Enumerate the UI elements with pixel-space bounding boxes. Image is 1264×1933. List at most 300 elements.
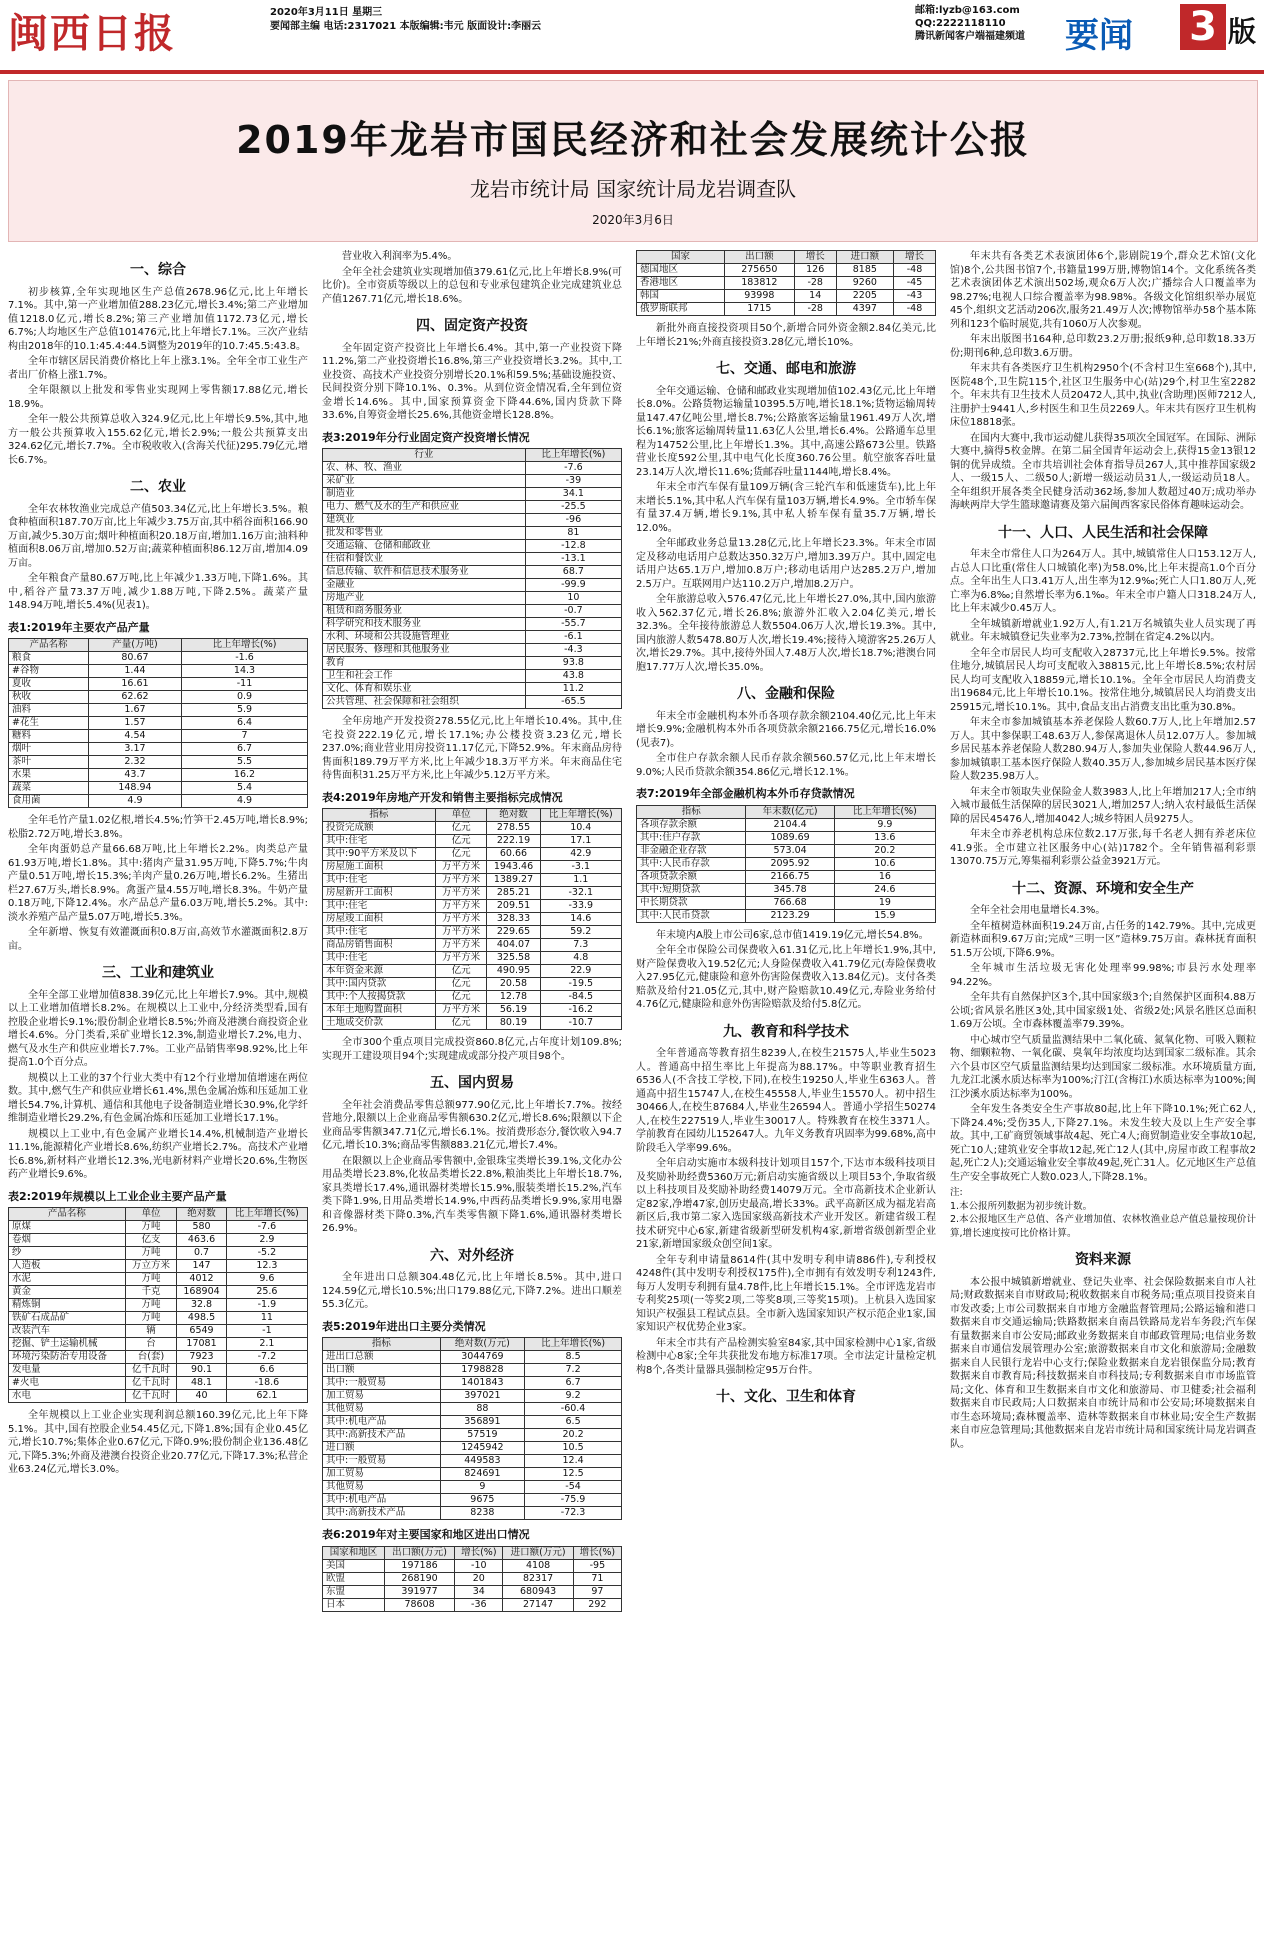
- table-cell: 加工贸易: [323, 1390, 441, 1403]
- table-row: [323, 475, 622, 488]
- table-cell: 8238: [440, 1507, 525, 1520]
- table-cell: 4.8: [540, 952, 621, 965]
- table-cell: 万立方米: [125, 1260, 177, 1273]
- table-row: [9, 704, 308, 717]
- table-row: [323, 592, 622, 605]
- paragraph: 年末境内A股上市公司6家,总市值1419.19亿元,增长54.8%。: [656, 929, 929, 941]
- table-cell: 78608: [384, 1598, 454, 1611]
- table-cell: 文化、体育和娱乐业: [323, 683, 526, 696]
- table-cell: 台: [125, 1338, 177, 1351]
- table-row: [9, 730, 308, 743]
- paragraph: 初步核算,全年实现地区生产总值2678.96亿元,比上年增长7.1%。其中,第一产业增加值288.23亿元,增长3.4%;第二产业增加值1218.0亿元,增长8.2%;第三产业增加值1172.73亿元,增长6.7%;人均地区生产总值101476元,比上年增长7.1%。三次产业结构由2018年的10.1:45.4:44.5调整为2019年的10.7:45.5:43.8。: [8, 286, 308, 352]
- table-row: [637, 303, 936, 316]
- table-cell: 水利、环境和公共设施管理业: [323, 631, 526, 644]
- table-1: [8, 638, 308, 808]
- table-cell: 10: [525, 592, 621, 605]
- section-heading: 四、固定资产投资: [416, 318, 528, 334]
- table-cell: -10.7: [540, 1017, 621, 1030]
- table-cell: 亿元: [435, 848, 487, 861]
- table-row: [323, 1559, 622, 1572]
- table-row: [323, 1377, 622, 1390]
- paragraph: 在国内大赛中,我市运动健儿获得35项次全国冠军。在国际、洲际大赛中,摘得5枚金牌。在第二届全国青年运动会上,获得15金13银12铜的优异成绩。全市共培训社会体育指导员267人,其中推荐国家级2人、一级15人、二级50人;新增一级运动员31人,一级运动员18人。全年组织开展各类全民健身活动362场,参加人数超过40万;成功举办海峡两岸大学生篮球邀请赛及第六届闽西客家民俗体育趣味运动会。: [950, 432, 1256, 511]
- table-row: [323, 887, 622, 900]
- table-cell: -28: [794, 277, 836, 290]
- section-heading: 八、金融和保险: [737, 686, 835, 702]
- table-cell: -48: [894, 264, 936, 277]
- table-cell: 168904: [177, 1286, 227, 1299]
- table-cell: 4108: [503, 1559, 573, 1572]
- table-cell: -16.2: [540, 1004, 621, 1017]
- table-cell: 其中:高新技术产品: [323, 1507, 441, 1520]
- table-cell: 日本: [323, 1598, 385, 1611]
- table-cell: 出口额: [323, 1364, 441, 1377]
- table-cell: 12.3: [226, 1260, 307, 1273]
- table-cell: 9: [440, 1481, 525, 1494]
- table-cell: 茶叶: [9, 756, 89, 769]
- table-cell: 加工贸易: [323, 1468, 441, 1481]
- table-cell: 4.9: [88, 795, 181, 808]
- table-cell: -33.9: [540, 900, 621, 913]
- table-cell: 各项贷款余额: [637, 870, 746, 883]
- paragraph: 年末共有各类医疗卫生机构2950个(不含村卫生室668个),其中,医院48个,卫生院115个,社区卫生服务中心(站)29个,村卫生室2282个。年末共有卫生技术人员20472人,其中,执业(含助理)医师7212人,注册护士9441人,乡村医生和卫生员2269人。年末共有医疗卫生机构床位18818张。: [950, 363, 1256, 428]
- paragraph: 年末全市共有产品检测实验室84家,其中国家检测中心1家,省级检测中心8家;全年共获批发布地方标准17项。全市法定计量检定机构8个,各类计量器具强制检定95万台件。: [636, 1337, 936, 1376]
- paragraph: 全年粮食产量80.67万吨,比上年减少1.33万吨,下降1.6%。其中,稻谷产量73.37万吨,减少1.88万吨,下降2.5%。蔬菜产量148.94万吨,增长5.4%(见表1)。: [8, 573, 308, 611]
- table-cell: 万平方米: [435, 913, 487, 926]
- title-box: [8, 80, 1258, 242]
- table-cell: -99.9: [525, 579, 621, 592]
- table-cell: 德国地区: [637, 264, 725, 277]
- section-heading: 六、对外经济: [430, 1247, 514, 1264]
- table-cell: 20: [455, 1572, 503, 1585]
- section-name: 要闻: [1065, 16, 1133, 56]
- table-row: [323, 1585, 622, 1598]
- table-cell: 14: [794, 290, 836, 303]
- table-cell: 275650: [724, 264, 794, 277]
- section-heading: 九、教育和科学技术: [723, 1023, 849, 1040]
- table-row: [637, 883, 936, 896]
- table-row: [323, 488, 622, 501]
- table-header-cell: 单位: [125, 1208, 177, 1221]
- table-cell: 9.6: [226, 1273, 307, 1286]
- table-cell: 投资完成额: [323, 822, 436, 835]
- table-cell: 68.7: [525, 566, 621, 579]
- table-header-cell: 绝对数: [487, 809, 540, 822]
- paragraph: 全年市辖区居民消费价格比上年上涨3.1%。全年全市工业生产者出厂价格上涨1.7%。: [8, 356, 308, 381]
- table-cell: 发电量: [9, 1364, 126, 1377]
- table-header-cell: 指标: [323, 809, 436, 822]
- table-title: 表5:2019年进出口主要分类情况: [322, 1319, 486, 1333]
- table-row: [323, 1390, 622, 1403]
- table-cell: -19.5: [540, 978, 621, 991]
- masthead: [0, 0, 1264, 68]
- table-cell: 粮食: [9, 652, 89, 665]
- table-row: [323, 605, 622, 618]
- table-row: [323, 501, 622, 514]
- table-header-cell: 增长(%): [455, 1546, 503, 1559]
- table-cell: 中长期贷款: [637, 896, 746, 909]
- table-cell: 183812: [724, 277, 794, 290]
- paragraph: 全年邮政业务总量13.28亿元,比上年增长23.3%。年末全市固定及移动电话用户总数达350.32万户,增加3.39万户。其中,固定电话用户达65.1万户,增加0.8万户;移动电话用户达285.2万户,增加2.5万户。互联网用户达110.2万户,增加8.2万户。: [636, 538, 936, 590]
- table-cell: 其中:机电产品: [323, 1416, 441, 1429]
- table-cell: -12.8: [525, 540, 621, 553]
- table-header-cell: 增长: [894, 251, 936, 264]
- table-cell: 8.5: [525, 1351, 622, 1364]
- table-cell: 463.6: [177, 1234, 227, 1247]
- table-cell: 蔬菜: [9, 782, 89, 795]
- table-cell: 4.9: [182, 795, 308, 808]
- table-cell: 17.1: [540, 835, 621, 848]
- table-cell: 59.2: [540, 926, 621, 939]
- table-cell: 90.1: [177, 1364, 227, 1377]
- article-date: 2020年3月6日: [592, 213, 674, 227]
- table-row: [9, 652, 308, 665]
- table-row: [323, 1494, 622, 1507]
- table-cell: 3.17: [88, 743, 181, 756]
- table-cell: 其中:一般贸易: [323, 1455, 441, 1468]
- paragraph: 年末全市养老机构总床位数2.17万张,每千名老人拥有养老床位41.9张。全市建立社区服务中心(站)1782个。全年销售福利彩票13070.75万元,筹集福利彩票公益金3921万元。: [950, 829, 1256, 867]
- paragraph: 全市住户存款余额人民币存款余额560.57亿元,比上年末增长9.0%;人民币贷款余额354.86亿元,增长12.1%。: [636, 753, 936, 778]
- table-cell: 32.8: [177, 1299, 227, 1312]
- table-6: [322, 1546, 622, 1612]
- table-cell: 辆: [125, 1325, 177, 1338]
- table-row: [323, 566, 622, 579]
- table-title: 表1:2019年主要农产品产量: [8, 620, 150, 634]
- section-heading: 十一、人口、人民生活和社会保障: [998, 524, 1208, 541]
- table-row: [323, 952, 622, 965]
- table-header-cell: 比上年增长(%): [525, 1338, 622, 1351]
- table-cell: 71: [573, 1572, 621, 1585]
- table-title: 表4:2019年房地产开发和销售主要指标完成情况: [322, 790, 563, 804]
- table-cell: 批发和零售业: [323, 527, 526, 540]
- table-row: [637, 844, 936, 857]
- table-cell: -55.7: [525, 618, 621, 631]
- column-1: [8, 250, 308, 1930]
- table-cell: 水泥: [9, 1273, 126, 1286]
- table-row: [323, 1481, 622, 1494]
- table-cell: #谷物: [9, 665, 89, 678]
- table-cell: 人造板: [9, 1260, 126, 1273]
- table-cell: #花生: [9, 717, 89, 730]
- table-header-row: [637, 251, 936, 264]
- table-cell: -72.3: [525, 1507, 622, 1520]
- table-cell: 亿元: [435, 965, 487, 978]
- table-cell: 12.78: [487, 991, 540, 1004]
- table-row: [9, 1273, 308, 1286]
- table-cell: 住宿和餐饮业: [323, 553, 526, 566]
- table-cell: -25.5: [525, 501, 621, 514]
- paragraph: 在限额以上企业商品零售额中,金银珠宝类增长39.1%,文化办公用品类增长23.8%,化妆品类增长22.8%,粮油类比上年增长18.7%,家具类增长17.4%,通讯器材类增长15.9%,服装类增长15.2%,汽车类下降1.9%,日用品类增长14.9%,中西药品类增长9.9%,家用电器和音像器材类下降0.3%,汽车类零售额下降1.6%,通讯器材类增长26.9%。: [322, 1155, 622, 1234]
- table-6-continued: [636, 250, 936, 316]
- table-cell: 6.7: [525, 1377, 622, 1390]
- table-header-cell: 比上年增长(%): [834, 805, 935, 818]
- table-row: [9, 1364, 308, 1377]
- table-cell: -18.6: [226, 1377, 307, 1390]
- table-cell: 5.4: [182, 782, 308, 795]
- table-cell: 亿支: [125, 1234, 177, 1247]
- table-row: [637, 896, 936, 909]
- table-header-cell: 国家和地区: [323, 1546, 385, 1559]
- table-cell: 其中:住宅: [323, 835, 436, 848]
- paragraph: 全年限额以上批发和零售业实现网上零售额17.88亿元,增长18.9%。: [8, 385, 308, 410]
- table-cell: 商品房销售面积: [323, 939, 436, 952]
- table-row: [323, 618, 622, 631]
- note: 1.本公报所列数据为初步统计数。: [950, 1200, 1093, 1212]
- table-header-row: [9, 639, 308, 652]
- table-cell: 573.04: [746, 844, 834, 857]
- paragraph: 全年共有自然保护区3个,其中国家级3个;自然保护区面积4.88万公顷;省风景名胜区3处,其中国家级1处、省级2处;风景名胜区总面积1.69万公顷。全市森林覆盖率79.39%。: [950, 992, 1256, 1030]
- table-cell: 万平方米: [435, 861, 487, 874]
- table-cell: 其中:短期贷款: [637, 883, 746, 896]
- table-row: [9, 665, 308, 678]
- table-row: [323, 1442, 622, 1455]
- table-cell: 19: [834, 896, 935, 909]
- paragraph: 年末全市常住人口为264万人。其中,城镇常住人口153.12万人,占总人口比重(常住人口城镇化率)为58.0%,比上年末提高1.0个百分点。全年出生人口3.41万人,出生率为12.9‰;死亡人口1.80万人,死亡率为6.8‰;自然增长率为6.1‰。年末全市户籍人口318.24万人,比上年末减少0.45万人。: [950, 549, 1256, 614]
- table-cell: 万平方米: [435, 1004, 487, 1017]
- table-cell: 8185: [836, 264, 893, 277]
- table-cell: 1.67: [88, 704, 181, 717]
- table-cell: 9.9: [834, 818, 935, 831]
- table-header-row: [637, 805, 936, 818]
- table-cell: 126: [794, 264, 836, 277]
- table-cell: -5.2: [226, 1247, 307, 1260]
- table-cell: 43.7: [88, 769, 181, 782]
- table-cell: 万吨: [125, 1312, 177, 1325]
- table-cell: 6.5: [525, 1416, 622, 1429]
- table-cell: 498.5: [177, 1312, 227, 1325]
- table-row: [637, 909, 936, 922]
- table-cell: 万平方米: [435, 952, 487, 965]
- table-header-cell: 进口额(万元): [503, 1546, 573, 1559]
- table-title: 表6:2019年对主要国家和地区进出口情况: [322, 1528, 530, 1541]
- table-header-cell: 指标: [323, 1338, 441, 1351]
- table-cell: 1.1: [540, 874, 621, 887]
- article-title: 2019年龙岩市国民经济和社会发展统计公报: [236, 118, 1030, 162]
- table-cell: -43: [894, 290, 936, 303]
- table-cell: 1943.46: [487, 861, 540, 874]
- table-row: [323, 462, 622, 475]
- table-cell: 水电: [9, 1390, 126, 1403]
- paragraph: 全年固定资产投资比上年增长6.4%。其中,第一产业投资下降11.2%,第二产业投资增长16.8%,第三产业投资增长3.2%。其中,工业投资、高技术产业投资分别增长20.1%和59.5%;基础设施投资、民间投资分别下降10.1%、0.3%。从到位资金情况看,全年到位资金增长14.6%。其中,国家预算资金下降44.6%,国内贷款下降33.6%,自筹资金增长25.6%,其他资金增长128.8%。: [322, 342, 622, 421]
- table-cell: 俄罗斯联邦: [637, 303, 725, 316]
- table-header-cell: 绝对数: [177, 1208, 227, 1221]
- section-heading: 资料来源: [1075, 1252, 1131, 1268]
- table-row: [323, 1004, 622, 1017]
- paragraph: 全年社会消费品零售总额977.90亿元,比上年增长7.7%。按经营地分,限额以上企业商品零售额630.2亿元,增长8.6%;限额以下企业商品零售额347.71亿元,增长6.1%。按消费形态分,餐饮收入94.7亿元,增长10.3%;商品零售额883.21亿元,增长7.4%。: [322, 1099, 622, 1151]
- table-cell: 东盟: [323, 1585, 385, 1598]
- table-cell: -7.6: [226, 1221, 307, 1234]
- table-cell: 烟叶: [9, 743, 89, 756]
- table-cell: 60.66: [487, 848, 540, 861]
- table-header-cell: 增长: [794, 251, 836, 264]
- table-cell: 1.44: [88, 665, 181, 678]
- table-header-row: [323, 449, 622, 462]
- table-row: [323, 1364, 622, 1377]
- table-cell: -1.6: [182, 652, 308, 665]
- table-row: [323, 1468, 622, 1481]
- table-cell: 糖料: [9, 730, 89, 743]
- table-cell: 4397: [836, 303, 893, 316]
- table-cell: -65.5: [525, 696, 621, 709]
- table-cell: 20.58: [487, 978, 540, 991]
- table-cell: 1715: [724, 303, 794, 316]
- table-row: [323, 939, 622, 952]
- table-cell: 韩国: [637, 290, 725, 303]
- table-cell: 10.4: [540, 822, 621, 835]
- table-cell: 香港地区: [637, 277, 725, 290]
- table-cell: 1.57: [88, 717, 181, 730]
- table-cell: 13.6: [834, 831, 935, 844]
- table-cell: -7.6: [525, 462, 621, 475]
- table-row: [323, 527, 622, 540]
- paragraph: 全市300个重点项目完成投资860.8亿元,占年度计划109.8%;实现开工建设项目94个;实现建成或部分投产项目98个。: [322, 1037, 622, 1062]
- masthead-qq: QQ:2222118110: [915, 18, 1006, 29]
- table-cell: 278.55: [487, 822, 540, 835]
- table-cell: 292: [573, 1598, 621, 1611]
- table-row: [637, 818, 936, 831]
- table-cell: 11.2: [525, 683, 621, 696]
- table-row: [323, 1416, 622, 1429]
- paragraph: 新批外商直接投资项目50个,新增合同外资金额2.84亿美元,比上年增长21%;外商直接投资3.28亿元,增长10%。: [636, 323, 936, 348]
- table-cell: 进出口总额: [323, 1351, 441, 1364]
- table-row: [323, 631, 622, 644]
- paragraph: 全年全市保险公司保费收入61.31亿元,比上年增长1.9%,其中,财产险保费收入19.52亿元;人身险保费收入41.79亿元(寿险保费收入27.95亿元,健康险和意外伤害险保费收入13.84亿元)。支付各类赔款及给付21.05亿元,其中,财产险赔款10.49亿元,寿险业务给付4.76亿元,健康险和意外伤害险赔款及给付5.8亿元。: [636, 945, 936, 1010]
- table-cell: 亿元: [435, 835, 487, 848]
- table-row: [323, 1598, 622, 1611]
- paragraph: 规模以上工业中,有色金属产业增长14.4%,机械制造产业增长11.1%,能源精化产业增长8.6%,纺织产业增长2.7%。高技术产业增长6.8%,新材料产业增长12.3%,光电新材料产业增长20.6%,生物医药产业增长9.6%。: [8, 1128, 308, 1180]
- table-header-cell: 产品名称: [9, 639, 89, 652]
- table-cell: 亿元: [435, 1017, 487, 1030]
- table-cell: 6.4: [182, 717, 308, 730]
- table-cell: 其中:高新技术产品: [323, 1429, 441, 1442]
- paragraph: 全年交通运输、仓储和邮政业实现增加值102.43亿元,比上年增长8.0%。公路货物运输量10395.5万吨,增长18.1%;货物运输周转量147.47亿吨公里,增长8.7%;公路旅客运输量1961.49万人次,增长6.1%;旅客运输周转量11.63亿人公里,增长6.4%。公路通车总里程为14752公里,比上年增长1.3%。其中,高速公路673公里。铁路营业长度592公里,其中电气化长度360.76公里。航空旅客吞吐量23.14万人次,增长11.6%;货邮吞吐量1144吨,增长8.4%。: [636, 385, 936, 478]
- table-cell: 82317: [503, 1572, 573, 1585]
- table-cell: 万平方米: [435, 939, 487, 952]
- table-cell: -7.2: [226, 1351, 307, 1364]
- table-cell: 766.68: [746, 896, 834, 909]
- table-cell: 亿元: [435, 978, 487, 991]
- table-cell: 欧盟: [323, 1572, 385, 1585]
- paragraph: 全年旅游总收入576.47亿元,比上年增长27.0%,其中,国内旅游收入562.37亿元,增长26.8%;旅游外汇收入2.04亿美元,增长32.3%。全年接待旅游总人数5504.06万人次,增长19.3%。其中,国内旅游人数5478.80万人次,增长19.4%;接待入境游客25.26万人次,增长29.7%。其中,接待外国人7.48万人次,增长18.7%;港澳台同胞17.77万人次,增长35.0%。: [636, 594, 936, 673]
- table-cell: -36: [455, 1598, 503, 1611]
- table-cell: 88: [440, 1403, 525, 1416]
- page-label: 版: [1228, 15, 1257, 48]
- table-cell: #火电: [9, 1377, 126, 1390]
- table-cell: 48.1: [177, 1377, 227, 1390]
- table-row: [9, 678, 308, 691]
- table-cell: 万平方米: [435, 874, 487, 887]
- table-cell: 1798828: [440, 1364, 525, 1377]
- column-2: [322, 250, 622, 1930]
- table-cell: -6.1: [525, 631, 621, 644]
- table-cell: 345.78: [746, 883, 834, 896]
- table-row: [323, 553, 622, 566]
- table-cell: 1089.69: [746, 831, 834, 844]
- table-row: [323, 874, 622, 887]
- table-cell: 房屋新开工面积: [323, 887, 436, 900]
- table-cell: 3044769: [440, 1351, 525, 1364]
- table-header-cell: 绝对数(万元): [440, 1338, 525, 1351]
- table-cell: 229.65: [487, 926, 540, 939]
- masthead-editor: 要闻部主编 电话:2317021 本版编辑:韦元 版面设计:李丽云: [270, 21, 542, 32]
- table-cell: -0.7: [525, 605, 621, 618]
- table-cell: 80.67: [88, 652, 181, 665]
- table-cell: 449583: [440, 1455, 525, 1468]
- paragraph: 全年新增、恢复有效灌溉面积0.8万亩,高效节水灌溉面积2.8万亩。: [8, 927, 308, 952]
- section-heading: 十二、资源、环境和安全生产: [1012, 880, 1194, 897]
- table-cell: -54: [525, 1481, 622, 1494]
- table-cell: -10: [455, 1559, 503, 1572]
- table-row: [9, 691, 308, 704]
- paragraph: 营业收入利润率为5.4%。: [342, 251, 458, 262]
- table-row: [323, 861, 622, 874]
- table-cell: 油料: [9, 704, 89, 717]
- section-heading: 一、综合: [130, 262, 186, 278]
- table-cell: 580: [177, 1221, 227, 1234]
- paragraph: 全年植树造林面积19.24万亩,占任务的142.79%。其中,完成更新造林面积9.67万亩;完成“三明一区”造林9.75万亩。森林抚育面积51.5万公顷,下降6.9%。: [950, 920, 1256, 959]
- table-cell: -96: [525, 514, 621, 527]
- table-cell: 公共管理、社会保障和社会组织: [323, 696, 526, 709]
- table-cell: 14.6: [540, 913, 621, 926]
- table-cell: 0.7: [177, 1247, 227, 1260]
- table-cell: 16: [834, 870, 935, 883]
- table-row: [323, 926, 622, 939]
- table-cell: 93.8: [525, 657, 621, 670]
- table-cell: 各项存款余额: [637, 818, 746, 831]
- table-cell: 亿元: [435, 991, 487, 1004]
- paragraph: 年末出版图书164种,总印数23.2万册;报纸9种,总印数18.33万份;期刊6种,总印数3.6万册。: [950, 334, 1256, 359]
- table-cell: 制造业: [323, 488, 526, 501]
- table-cell: 黄金: [9, 1286, 126, 1299]
- table-cell: 824691: [440, 1468, 525, 1481]
- table-header-row: [323, 809, 622, 822]
- table-cell: 房屋竣工面积: [323, 913, 436, 926]
- table-row: [9, 743, 308, 756]
- table-row: [637, 264, 936, 277]
- table-row: [9, 1390, 308, 1403]
- table-row: [323, 913, 622, 926]
- table-row: [323, 1403, 622, 1416]
- table-cell: -4.3: [525, 644, 621, 657]
- table-header-cell: 增长(%): [573, 1546, 621, 1559]
- table-header-cell: 比上年增长(%): [226, 1208, 307, 1221]
- table-cell: 1401843: [440, 1377, 525, 1390]
- table-header-cell: 年末数(亿元): [746, 805, 834, 818]
- table-row: [323, 670, 622, 683]
- table-cell: 5.9: [182, 704, 308, 717]
- table-cell: -60.4: [525, 1403, 622, 1416]
- table-row: [9, 1325, 308, 1338]
- table-cell: 27147: [503, 1598, 573, 1611]
- table-row: [323, 644, 622, 657]
- table-row: [9, 1221, 308, 1234]
- article-subtitle: 龙岩市统计局 国家统计局龙岩调查队: [469, 177, 797, 201]
- table-cell: 2.9: [226, 1234, 307, 1247]
- table-cell: 租赁和商务服务业: [323, 605, 526, 618]
- table-cell: 亿千瓦时: [125, 1377, 177, 1390]
- paragraph: 全年全社会用电量增长4.3%。: [970, 905, 1106, 916]
- table-cell: 43.8: [525, 670, 621, 683]
- paragraph: 全年全部工业增加值838.39亿元,比上年增长7.9%。其中,规模以上工业增加值增长8.2%。在规模以上工业中,分经济类型看,国有控股企业增长9.1%;股份制企业增长8.5%;外商及港澳台商投资企业增长4.6%。分门类看,采矿业增长12.3%,制造业增长7.2%,电力、燃气及水生产和供应业增长7.7%。工业产品销售率98.92%,比上年提高1.0个百分点。: [8, 989, 308, 1068]
- table-cell: 7.3: [540, 939, 621, 952]
- table-header-cell: 出口额: [724, 251, 794, 264]
- table-cell: 居民服务、修理和其他服务业: [323, 644, 526, 657]
- table-cell: 397021: [440, 1390, 525, 1403]
- table-cell: 其中:住宅: [323, 952, 436, 965]
- table-cell: 建筑业: [323, 514, 526, 527]
- table-cell: 食用菌: [9, 795, 89, 808]
- table-cell: 其中:住户存款: [637, 831, 746, 844]
- table-cell: 25.6: [226, 1286, 307, 1299]
